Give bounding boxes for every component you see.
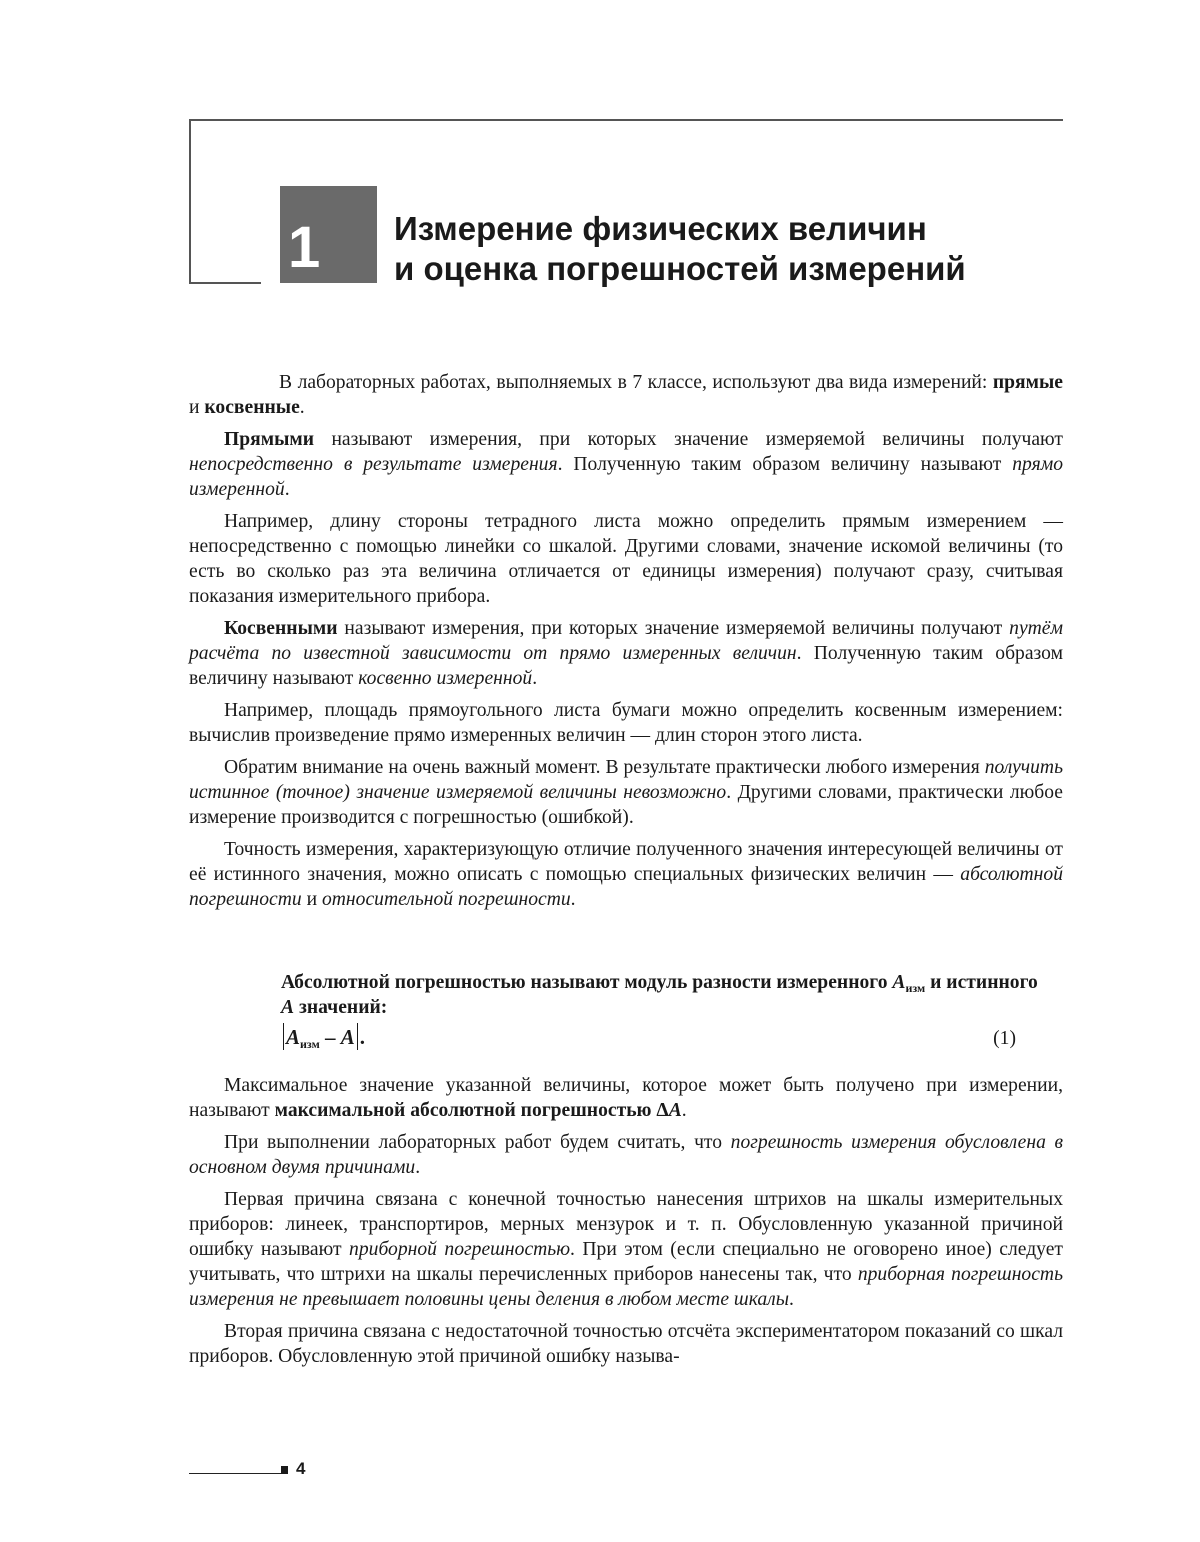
text-run: . (789, 1289, 794, 1310)
math-variable: A (340, 1025, 355, 1049)
emphasis: прямо измеренной (189, 454, 1063, 500)
paragraph-direct-example (189, 509, 1063, 609)
paragraph-reading-error (189, 1319, 1063, 1369)
text-run: В лабораторных работах, выполняемых в 7 классе, используют два вида измерений: (279, 372, 993, 393)
text-run: . (284, 479, 290, 500)
text-run: и (301, 889, 322, 910)
emphasis: абсолютной погрешности (189, 864, 1063, 910)
chapter-title-line-2: и оценка погрешностей измерений (394, 250, 966, 287)
paragraph-indirect-example (189, 698, 1063, 748)
formula-absolute-error (281, 1023, 1041, 1055)
text-run: Например, площадь прямоугольного листа бумаги можно определить косвенным измерением: вычислив произведение прямо измеренных величин — длин сторон этого листа. (189, 700, 1063, 746)
math-subscript: изм (300, 1037, 320, 1051)
math-punctuation: . (359, 1025, 366, 1049)
paragraph-direct-definition (189, 427, 1063, 502)
text-run: . При этом (если специально не оговорено иное) следует учитывать, что штрихи на шкалы перечисленных приборов нанесены так, что (189, 1239, 1063, 1285)
text-run: называют измерения, при которых значение измеряемой величины получают (337, 618, 1010, 639)
text-run: Точность измерения, характеризующую отличие полученного значения интересующей величины от её истинного значения, можно описать с помощью специальных физических величин — (189, 839, 1063, 885)
body-text-upper (189, 370, 1063, 919)
text-run: При выполнении лабораторных работ будем считать, что (224, 1132, 731, 1153)
text-run: называют измерения, при которых значение измеряемой величины получают (314, 429, 1063, 450)
abs-bar-right (357, 1023, 358, 1050)
text-run: . Другими словами, практически любое измерение производится с погрешностью (ошибкой). (189, 782, 1063, 828)
term-direct-heading: Прямыми (224, 429, 315, 450)
text-run: Абсолютной погрешностью называют модуль разности измеренного (281, 972, 893, 993)
text-run: . Полученную таким образом величину называют (557, 454, 1013, 475)
text-run: . (299, 397, 305, 418)
emphasis: относительной погрешности (321, 889, 571, 910)
emphasis: приборной погрешностью (349, 1239, 571, 1260)
paragraph-indirect-definition (189, 616, 1063, 691)
math-operator: – (319, 1025, 341, 1049)
chapter-frame-left (189, 119, 191, 283)
text-run: Вторая причина связана с недостаточной точностью отсчёта экспериментатором показаний со шкал приборов. Обусловленную этой причиной ошибку называ- (189, 1321, 1063, 1367)
definition-block (281, 970, 1041, 1055)
emphasis: получить истинное (точное) значение измеряемой величины невозможно (189, 757, 1063, 803)
math-variable: A (892, 972, 906, 993)
text-run: . (570, 889, 576, 910)
formula-number: (1) (993, 1028, 1016, 1049)
text-run: . (532, 668, 538, 689)
body-text-lower (189, 1073, 1063, 1376)
paragraph-max-error (189, 1073, 1063, 1123)
definition-text (281, 970, 1041, 1020)
text-run: . (415, 1157, 421, 1178)
paragraph-error-causes (189, 1130, 1063, 1180)
text-run: Обратим внимание на очень важный момент. В результате практически любого измерения (224, 757, 985, 778)
chapter-frame-top (189, 119, 1063, 121)
paragraph-true-value (189, 755, 1063, 830)
chapter-number-box (280, 186, 377, 283)
emphasis: косвенно измеренной (358, 668, 533, 689)
term-indirect-heading: Косвенными (224, 618, 338, 639)
chapter-title-line-1: Измерение физических величин (394, 210, 927, 247)
footer-marker (281, 1466, 288, 1474)
text-run: и (189, 397, 205, 418)
term-indirect: косвенные (204, 397, 300, 418)
chapter-frame-bottom (189, 282, 261, 284)
paragraph-measurement-kinds (189, 370, 1063, 420)
emphasis: непосредственно в результате измерения (189, 454, 558, 475)
formula-expression (281, 1023, 365, 1050)
page-number: 4 (296, 1459, 306, 1478)
term-direct: прямые (992, 372, 1063, 393)
math-variable: A (281, 997, 295, 1018)
abs-bar-left (283, 1023, 284, 1050)
emphasis: погрешность измерения обусловлена в основном двумя причинами (189, 1132, 1063, 1178)
paragraph-instrument-error (189, 1187, 1063, 1312)
math-variable: A (668, 1100, 682, 1121)
math-variable: A (286, 1025, 301, 1049)
math-subscript: изм (905, 981, 926, 995)
text-run: . (681, 1100, 687, 1121)
text-run: Первая причина связана с конечной точностью нанесения штрихов на шкалы измерительных приборов: линеек, транспортиров, мерных мензурок и т. п. Обусловленную указанной причиной ошибку называют (189, 1189, 1063, 1260)
text-run: и истинного (925, 972, 1038, 993)
paragraph-accuracy (189, 837, 1063, 912)
text-run: Например, длину стороны тетрадного листа можно определить прямым измерением — непосредственно с помощью линейки со шкалой. Другими словами, значение искомой величины (то есть во сколько раз эта величина отличается от единицы измерения) получают сразу, считывая показания измерительного прибора. (189, 511, 1063, 607)
chapter-number: 1 (288, 215, 321, 280)
text-run: значений: (294, 997, 388, 1018)
emphasis: путём расчёта по известной зависимости от прямо измеренных величин (189, 618, 1063, 664)
term-max-absolute-error: максимальной абсолютной погрешностью Δ (274, 1100, 669, 1121)
chapter-title (394, 209, 1074, 289)
footer-rule (189, 1473, 283, 1474)
text-run: . Полученную таким образом величину называют (189, 643, 1063, 689)
text-run: Максимальное значение указанной величины, которое может быть получено при измерении, называют (189, 1075, 1063, 1121)
emphasis: приборная погрешность измерения не превышает половины цены деления в любом месте шкалы (189, 1264, 1063, 1310)
